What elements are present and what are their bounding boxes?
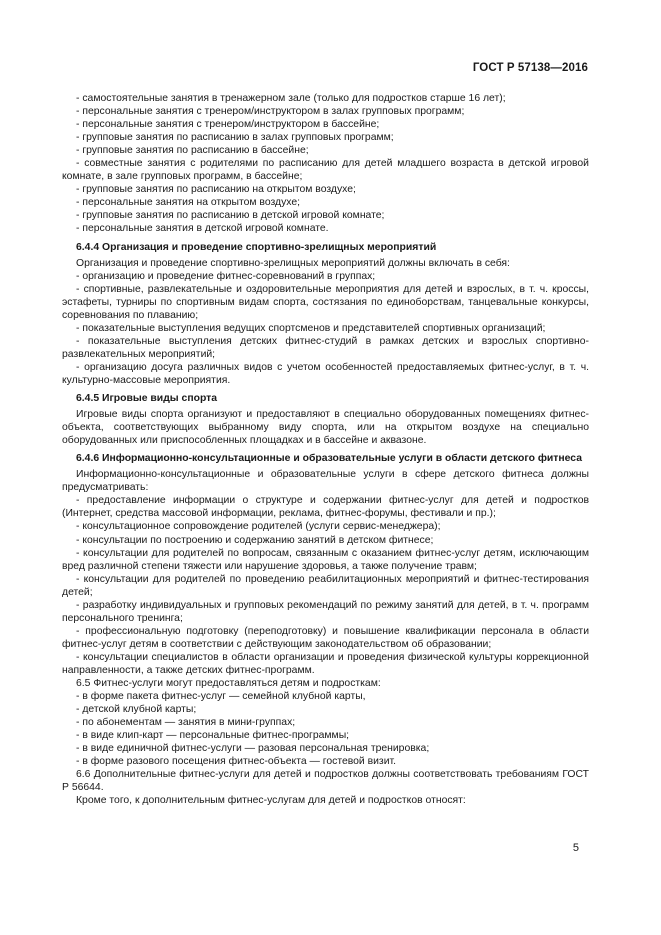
paragraph: - организацию и проведение фитнес-соревнований в группах;	[76, 270, 376, 282]
paragraph: - персональные занятия в детской игровой комнате.	[76, 223, 329, 235]
paragraph: Кроме того, к дополнительным фитнес-услугам для детей и подростков относят:	[76, 795, 466, 807]
paragraph: - показательные выступления детских фитнес-студий в рамках детских и взрослых спортивно-развлекательных мероприятий;	[62, 335, 589, 360]
paragraph: - в форме пакета фитнес-услуг — семейной клубной карты,	[76, 691, 366, 703]
section-heading: 6.4.6 Информационно-консультационные и образовательные услуги в области детского фитнеса	[76, 453, 582, 465]
paragraph: Игровые виды спорта организуют и предоставляют в специально оборудованных помещениях фитнес-объекта, соответствующих выбранному виду спорта, или на открытом воздухе на специально оборудованных или приспособленных площадках и в бассейне и аквазоне.	[62, 409, 589, 447]
paragraph: - консультации для родителей по проведению реабилитационных мероприятий и фитнес-тестирования детей;	[62, 573, 589, 598]
page-number: 5	[572, 842, 579, 854]
paragraph: 6.5 Фитнес-услуги могут предоставляться детям и подросткам:	[76, 678, 381, 690]
paragraph: - в виде клип-карт — персональные фитнес-программы;	[76, 730, 350, 742]
paragraph: - персональные занятия с тренером/инструктором в бассейне;	[76, 119, 380, 131]
paragraph: - консультации специалистов в области организации и проведения физической культуры коррекционной направленности, а также детских фитнес-программ.	[62, 651, 589, 676]
paragraph: - организацию досуга различных видов с учетом особенностей предоставляемых фитнес-услуг, в т. ч. культурно-массовые мероприятия.	[62, 361, 589, 386]
paragraph: - совместные занятия с родителями по расписанию для детей младшего возраста в детской игровой комнате, в зале групповых программ, в бассейне;	[62, 158, 589, 183]
paragraph: - самостоятельные занятия в тренажерном зале (только для подростков старше 16 лет);	[76, 93, 506, 104]
paragraph: Организация и проведение спортивно-зрелищных мероприятий должны включать в себя:	[76, 257, 510, 269]
paragraph: - профессиональную подготовку (переподготовку) и повышение квалификации персонала в области фитнес-услуг детям в соответствии с действующим законодательством об образовании;	[62, 625, 589, 650]
document-header: ГОСТ Р 57138—2016	[472, 62, 588, 74]
paragraph: - показательные выступления ведущих спортсменов и представителей спортивных организаций;	[76, 322, 546, 334]
section-heading: 6.4.4 Организация и проведение спортивно-зрелищных мероприятий	[76, 241, 437, 253]
paragraph: 6.6 Дополнительные фитнес-услуги для детей и подростков должны соответствовать требованиям ГОСТ Р 56644.	[62, 769, 589, 794]
paragraph: - консультации по построению и содержанию занятий в детском фитнесе;	[76, 534, 434, 546]
paragraph: - групповые занятия по расписанию на открытом воздухе;	[76, 184, 356, 196]
paragraph: - персональные занятия на открытом воздухе;	[76, 197, 301, 209]
paragraph: - спортивные, развлекательные и оздоровительные мероприятия для детей и взрослых, в т. ч. кроссы, эстафеты, турниры по спортивным видам спорта, состязания по единоборствам, танцевальные конкурсы, соревнования по плаванию;	[62, 283, 589, 321]
paragraph: - консультационное сопровождение родителей (услуги сервис-менеджера);	[76, 521, 441, 533]
paragraph: - предоставление информации о структуре и содержании фитнес-услуг для детей и подростков (Интернет, средства массовой информации, реклама, фитнес-форумы, фестивали и пр.);	[62, 495, 589, 520]
paragraph: - консультации для родителей по вопросам, связанным с оказанием фитнес-услуг детям, исключающим вред различной степени тяжести или нарушение здоровья, а также получение травм;	[62, 547, 589, 572]
paragraph: - в форме разового посещения фитнес-объекта — гостевой визит.	[76, 756, 396, 768]
paragraph: - групповые занятия по расписанию в залах групповых программ;	[76, 132, 394, 144]
paragraph: - групповые занятия по расписанию в бассейне;	[76, 145, 309, 157]
section-heading: 6.4.5 Игровые виды спорта	[76, 393, 218, 405]
paragraph: - разработку индивидуальных и групповых рекомендаций по режиму занятий для детей, в т. ч. программ персонального тренинга;	[62, 599, 589, 624]
paragraph: - групповые занятия по расписанию в детской игровой комнате;	[76, 210, 385, 222]
paragraph: - по абонементам — занятия в мини-группах;	[76, 717, 296, 729]
paragraph: - персональные занятия с тренером/инструктором в залах групповых программ;	[76, 106, 465, 118]
document-body	[62, 92, 589, 807]
paragraph: - детской клубной карты;	[76, 704, 197, 716]
paragraph: - в виде единичной фитнес-услуги — разовая персональная тренировка;	[76, 743, 430, 755]
paragraph: Информационно-консультационные и образовательные услуги в сфере детского фитнеса должны предусматривать:	[62, 469, 589, 494]
